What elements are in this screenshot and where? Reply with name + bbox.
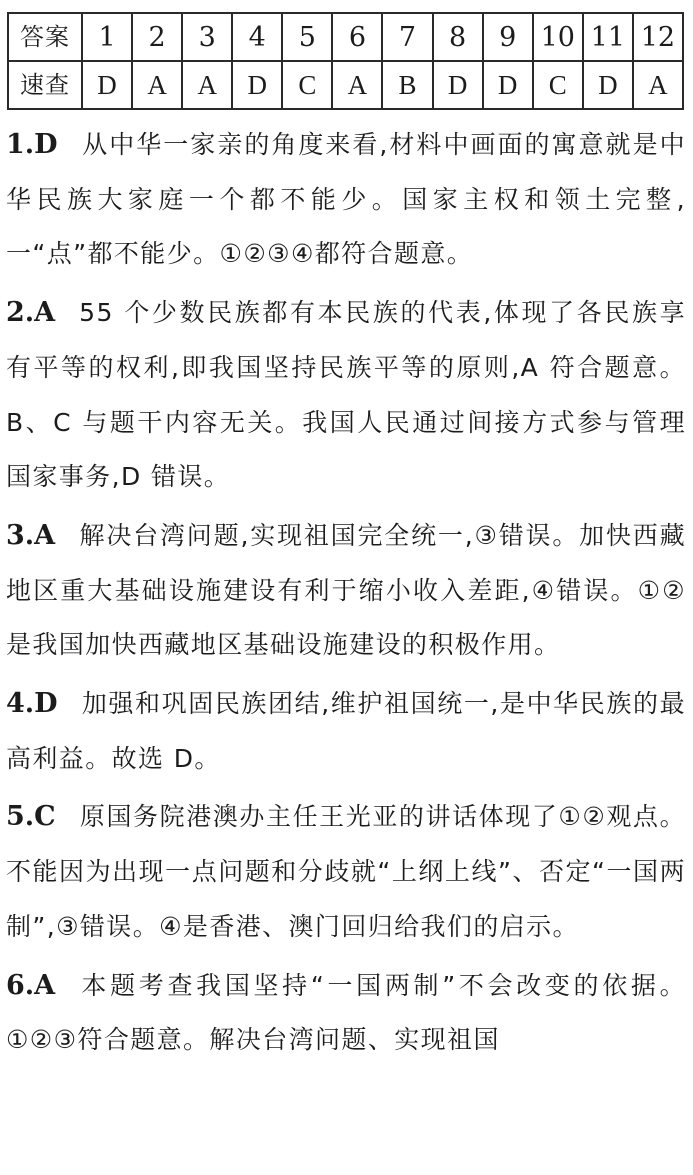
answer-letter-cell: A: [132, 61, 182, 109]
question-number-cell: 10: [533, 13, 583, 61]
item-number: 2.A: [6, 297, 56, 329]
item-text: 55 个少数民族都有本民族的代表,体现了各民族享有平等的权利,即我国坚持民族平等的原则,A 符合题意。B、C 与题干内容无关。我国人民通过间接方式参与管理国家事务,D 错误。: [6, 298, 686, 492]
answer-letter-cell: D: [583, 61, 633, 109]
explanation-item-1: [6, 118, 686, 282]
explanation-item-2: [6, 286, 686, 505]
question-number-row: [8, 13, 683, 61]
answer-letter-cell: C: [282, 61, 332, 109]
answer-letter-cell: D: [483, 61, 533, 109]
explanation-item-6: [6, 959, 686, 1068]
item-number: 4.D: [6, 688, 58, 720]
question-number-cell: 4: [232, 13, 282, 61]
item-text: 解决台湾问题,实现祖国完全统一,③错误。加快西藏地区重大基础设施建设有利于缩小收入差距,④错误。①②是我国加快西藏地区基础设施建设的积极作用。: [6, 520, 686, 660]
answer-quick-check-table: [7, 12, 684, 110]
item-text: 原国务院港澳办主任王光亚的讲话体现了①②观点。不能因为出现一点问题和分歧就“上纲上线”、否定“一国两制”,③错误。④是香港、澳门回归给我们的启示。: [6, 802, 686, 941]
item-number: 1.D: [6, 129, 58, 160]
quick-check-header-cell: 速查: [8, 61, 82, 109]
item-number: 6.A: [6, 969, 56, 1001]
question-number-cell: 8: [433, 13, 483, 61]
question-number-cell: 3: [182, 13, 232, 61]
explanation-item-3: [6, 509, 686, 673]
explanation-item-4: [6, 677, 686, 786]
question-number-cell: 2: [132, 13, 182, 61]
question-number-cell: 9: [483, 13, 533, 61]
item-text: 本题考查我国坚持“一国两制”不会改变的依据。①②③符合题意。解决台湾问题、实现祖国: [6, 970, 686, 1055]
answer-letter-cell: D: [433, 61, 483, 109]
answer-explanations: [6, 118, 686, 1072]
answer-letter-cell: A: [633, 61, 683, 109]
answer-header-cell: 答案: [8, 13, 82, 61]
question-number-cell: 11: [583, 13, 633, 61]
explanation-item-5: [6, 790, 686, 954]
question-number-cell: 1: [82, 13, 132, 61]
answer-letter-cell: A: [182, 61, 232, 109]
question-number-cell: 5: [282, 13, 332, 61]
item-number: 3.A: [6, 519, 56, 551]
answer-letter-row: [8, 61, 683, 109]
item-text: 从中华一家亲的角度来看,材料中画面的寓意就是中华民族大家庭一个都不能少。国家主权和领土完整,一“点”都不能少。①②③④都符合题意。: [6, 130, 686, 269]
question-number-cell: 6: [332, 13, 382, 61]
item-text: 加强和巩固民族团结,维护祖国统一,是中华民族的最高利益。故选 D。: [6, 689, 686, 773]
answer-letter-cell: D: [232, 61, 282, 109]
question-number-cell: 12: [633, 13, 683, 61]
question-number-cell: 7: [382, 13, 432, 61]
answer-letter-cell: A: [332, 61, 382, 109]
answer-letter-cell: B: [382, 61, 432, 109]
answer-letter-cell: D: [82, 61, 132, 109]
item-number: 5.C: [6, 801, 56, 833]
answer-letter-cell: C: [533, 61, 583, 109]
